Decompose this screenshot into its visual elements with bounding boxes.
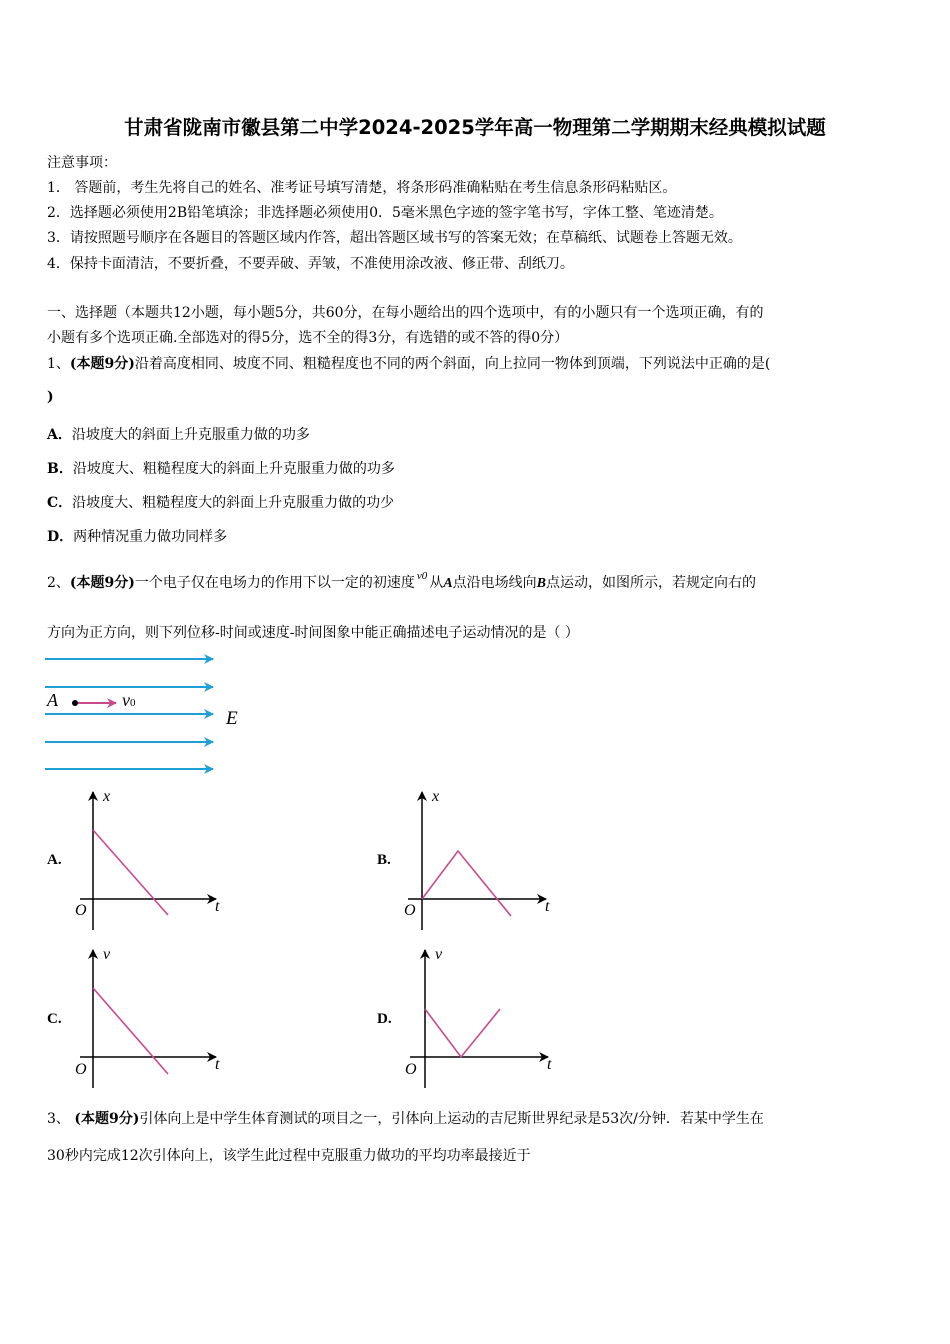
graph-a-y-label: x — [103, 788, 111, 805]
graph-a-origin: O — [75, 902, 87, 919]
option-label: D． — [47, 529, 74, 545]
question-text: 一个电子仅在电场力的作用下以一定的初速度 — [134, 575, 415, 591]
option-label: B． — [47, 461, 73, 477]
graph-c-origin: O — [75, 1061, 87, 1078]
notice-heading: 注意事项： — [47, 155, 117, 171]
question-score: (本题9分) — [74, 1111, 140, 1127]
graph-line — [425, 1009, 500, 1057]
question-2-line2: 方向为正方向，则下列位移-时间或速度-时间图象中能正确描述电子运动情况的是（ ） — [47, 625, 579, 641]
graph-a-t-label: t — [215, 898, 220, 915]
question-number: 2、 — [47, 575, 70, 591]
question-number: 3、 — [47, 1111, 75, 1127]
option-text: 沿坡度大、粗糙程度大的斜面上升克服重力做的功少 — [72, 495, 395, 511]
graph-d-label: D. — [377, 1011, 392, 1027]
notice-item: 2．选择题必须使用2B铅笔填涂；非选择题必须使用0．5毫米黑色字迹的签字笔书写，字体工整、笔迹清楚。 — [47, 205, 723, 221]
graph-d-origin: O — [405, 1061, 417, 1078]
option-text: 两种情况重力做功同样多 — [73, 529, 228, 545]
question-text: 点沿电场线向 — [452, 575, 537, 591]
figure-point-a: A — [47, 690, 58, 710]
v0-symbol: v0 — [416, 570, 428, 582]
question-text-end: ) — [47, 389, 54, 405]
graph-b-origin: O — [404, 902, 416, 919]
figure-v-subscript: 0 — [130, 697, 136, 709]
question-text: 引体向上是中学生体育测试的项目之一，引体向上运动的吉尼斯世界纪录是53次/分钟．若某中学生在 — [139, 1111, 764, 1127]
question-score: (本题9分) — [69, 356, 135, 372]
graph-b-y-label: x — [432, 788, 440, 805]
option-text: 沿坡度大、粗糙程度大的斜面上升克服重力做的功多 — [72, 461, 395, 477]
question-text: 从 — [429, 575, 444, 591]
notice-item: 3．请按照题号顺序在各题目的答题区域内作答，超出答题区域书写的答案无效；在草稿纸、试题卷上答题无效。 — [47, 230, 742, 246]
question-text: 沿着高度相同、坡度不同、粗糙程度也不同的两个斜面，向上拉同一物体到顶端，下列说法中正确的是( — [134, 356, 771, 372]
notice-item: 1． 答题前，考生先将自己的姓名、准考证号填写清楚，将条形码准确粘贴在考生信息条形码粘贴区。 — [47, 180, 677, 196]
graph-d-y-label: v — [435, 946, 443, 963]
page-title: 甘肃省陇南市徽县第二中学2024-2025学年高一物理第二学期期末经典模拟试题 — [124, 116, 826, 139]
graph-c-t-label: t — [215, 1056, 220, 1073]
question-3-line2: 30秒内完成12次引体向上，该学生此过程中克服重力做功的平均功率最接近于 — [47, 1148, 531, 1164]
question-score: (本题9分) — [69, 575, 135, 591]
section-intro-line2: 小题有多个选项正确.全部选对的得5分，选不全的得3分，有选错的或不答的得0分） — [47, 330, 569, 346]
graph-c-label: C. — [47, 1011, 62, 1027]
point-a-label: A — [443, 576, 453, 591]
question-number: 1、 — [47, 356, 70, 372]
option-label: A． — [47, 427, 72, 443]
graph-b-label: B. — [377, 852, 391, 868]
option-text: 沿坡度大的斜面上升克服重力做的功多 — [71, 427, 310, 443]
figure-v-symbol: v — [122, 690, 130, 710]
notice-item: 4．保持卡面清洁，不要折叠，不要弄破、弄皱，不准使用涂改液、修正带、刮纸刀。 — [47, 256, 574, 272]
option-label: C． — [47, 495, 73, 511]
figure-field-e: E — [226, 708, 238, 729]
graph-a-label: A. — [47, 852, 62, 868]
question-3 — [47, 1108, 764, 1128]
point-b-label: B — [536, 576, 546, 591]
section-intro-line1: 一、选择题（本题共12小题，每小题5分，共60分，在每小题给出的四个选项中，有的小题只有一个选项正确，有的 — [47, 305, 764, 321]
graph-b-t-label: t — [545, 898, 550, 915]
graph-c-y-label: v — [103, 946, 111, 963]
question-text: 点运动，如图所示，若规定向右的 — [546, 575, 756, 591]
graph-d-t-label: t — [547, 1056, 552, 1073]
